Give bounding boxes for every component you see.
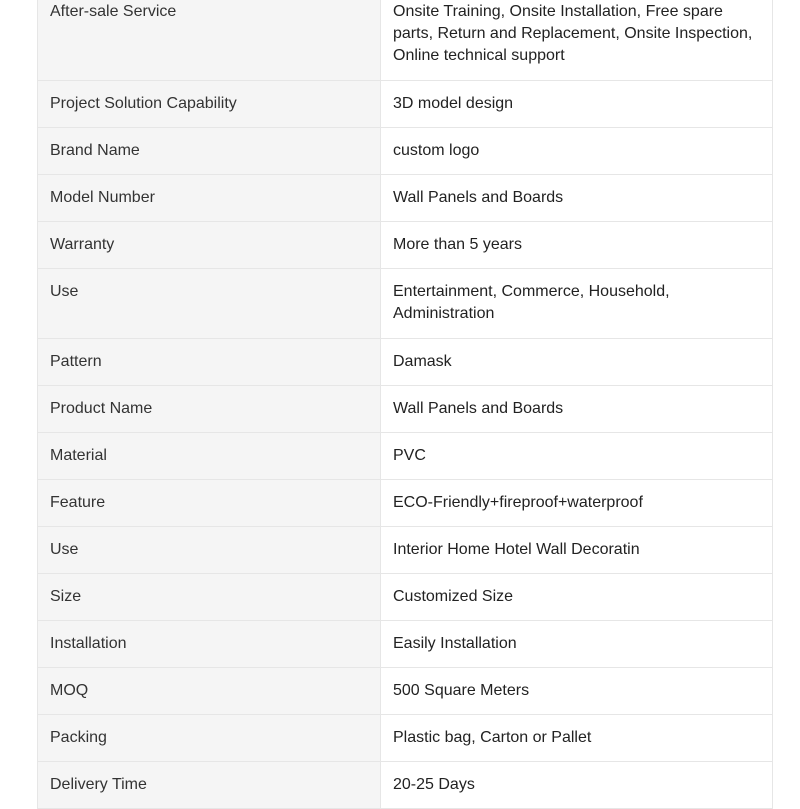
spec-row-feature [38, 480, 773, 527]
spec-row-after-sale-service [38, 0, 773, 81]
spec-value: PVC [381, 433, 773, 480]
spec-value: Interior Home Hotel Wall Decoratin [381, 527, 773, 574]
spec-label: Model Number [38, 175, 381, 222]
spec-row-use-interior [38, 527, 773, 574]
spec-value: Plastic bag, Carton or Pallet [381, 715, 773, 762]
spec-label: Delivery Time [38, 762, 381, 809]
spec-value: 3D model design [381, 81, 773, 128]
spec-value: Easily Installation [381, 621, 773, 668]
spec-row-installation [38, 621, 773, 668]
spec-row-packing [38, 715, 773, 762]
spec-label: Use [38, 527, 381, 574]
spec-value: 20-25 Days [381, 762, 773, 809]
spec-value: Onsite Training, Onsite Installation, Free spare parts, Return and Replacement, Onsite Inspection, Online technical support [381, 0, 773, 81]
spec-label: Use [38, 269, 381, 339]
spec-row-project-solution [38, 81, 773, 128]
spec-label: Project Solution Capability [38, 81, 381, 128]
spec-row-brand-name [38, 128, 773, 175]
spec-label: Size [38, 574, 381, 621]
spec-row-warranty [38, 222, 773, 269]
spec-value: Wall Panels and Boards [381, 175, 773, 222]
spec-label: Warranty [38, 222, 381, 269]
spec-row-delivery-time [38, 762, 773, 809]
spec-row-material [38, 433, 773, 480]
spec-value: More than 5 years [381, 222, 773, 269]
spec-value: Entertainment, Commerce, Household, Administration [381, 269, 773, 339]
spec-row-pattern [38, 339, 773, 386]
spec-value: Damask [381, 339, 773, 386]
spec-label: Feature [38, 480, 381, 527]
spec-row-use [38, 269, 773, 339]
spec-label: MOQ [38, 668, 381, 715]
spec-value: custom logo [381, 128, 773, 175]
spec-label: Material [38, 433, 381, 480]
spec-value: Wall Panels and Boards [381, 386, 773, 433]
spec-row-model-number [38, 175, 773, 222]
spec-label: Installation [38, 621, 381, 668]
spec-label: Packing [38, 715, 381, 762]
spec-value: Customized Size [381, 574, 773, 621]
spec-value: 500 Square Meters [381, 668, 773, 715]
spec-row-size [38, 574, 773, 621]
spec-label: Product Name [38, 386, 381, 433]
product-spec-table [37, 0, 773, 809]
spec-label: Brand Name [38, 128, 381, 175]
spec-row-moq [38, 668, 773, 715]
spec-label: Pattern [38, 339, 381, 386]
spec-value: ECO-Friendly+fireproof+waterproof [381, 480, 773, 527]
spec-label: After-sale Service [38, 0, 381, 81]
spec-row-product-name [38, 386, 773, 433]
